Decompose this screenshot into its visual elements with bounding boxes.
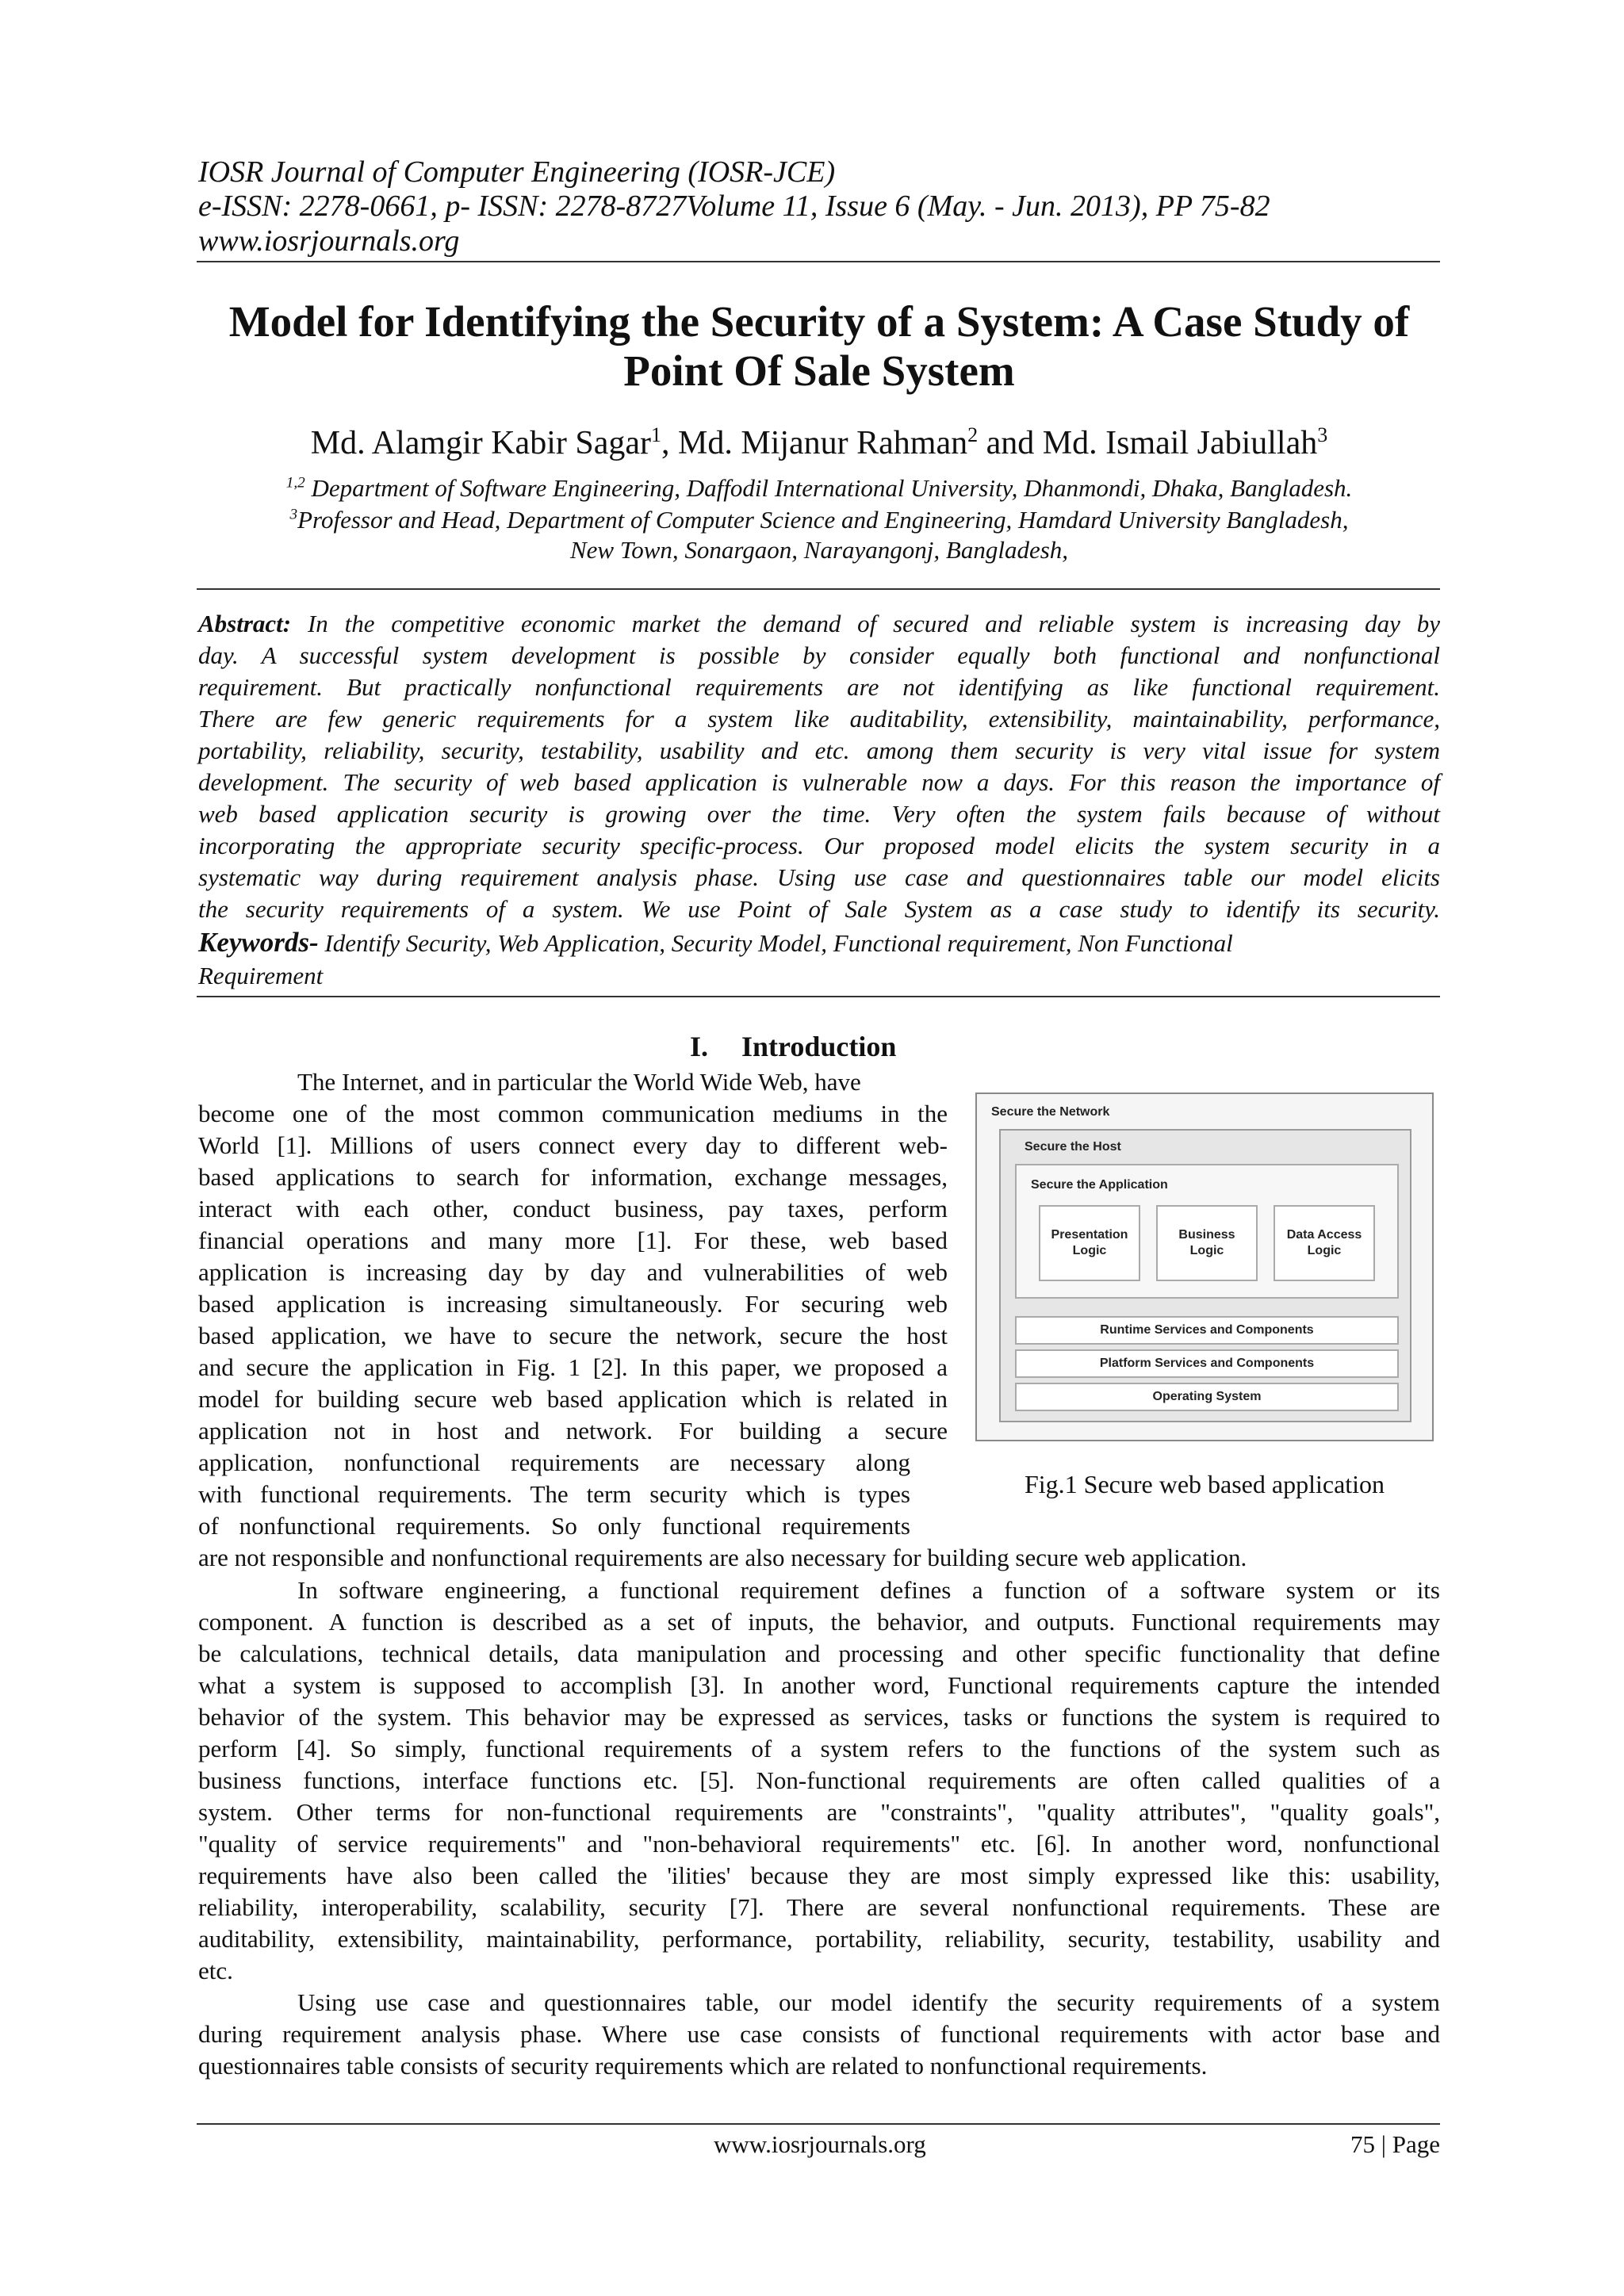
intro-line: interact with each other, conduct business, pay taxes, perform [198, 1195, 948, 1223]
intro-line: application, nonfunctional requirements are necessary along [198, 1448, 910, 1476]
fig-presentation-logic [1039, 1205, 1140, 1281]
para2-line: etc. [198, 1957, 233, 1984]
abstract-label: Abstract: [198, 610, 292, 637]
fig-network-label: Secure the Network [991, 1105, 1110, 1119]
fig-host-label: Secure the Host [1025, 1140, 1121, 1154]
section-number: I. [690, 1031, 709, 1062]
author-1-sup: 1 [650, 423, 661, 446]
para3-line: Using use case and questionnaires table, our model identify the security requirements of a system [297, 1988, 1440, 2016]
intro-line: application not in host and network. For building a secure [198, 1417, 948, 1445]
fig-business-logic [1156, 1205, 1258, 1281]
keywords-text: Identify Security, Web Application, Security Model, Functional requirement, Non Functional [318, 929, 1233, 957]
para2-line: business functions, interface functions etc. [5]. Non-functional requirements are often called qualities of a [198, 1766, 1440, 1794]
intro-line: based applications to search for information, exchange messages, [198, 1163, 948, 1191]
affiliation-1-sup: 1,2 [285, 474, 305, 492]
abstract-line: the security requirements of a system. We use Point of Sale System as a case study to identify its security. [198, 895, 1440, 923]
para2-line: In software engineering, a functional requirement defines a function of a software system or its [297, 1576, 1440, 1604]
issn-line: e-ISSN: 2278-0661, p- ISSN: 2278-8727Volume 11, Issue 6 (May. - Jun. 2013), PP 75-82 [198, 189, 1270, 223]
para2-line: "quality of service requirements" and "non-behavioral requirements" etc. [6]. In another word, nonfunctional [198, 1830, 1440, 1858]
affiliation-1 [198, 474, 1440, 503]
intro-line: based application, we have to secure the network, secure the host [198, 1322, 948, 1349]
abstract-text: In the competitive economic market the demand of secured and reliable system is increasing day by [291, 610, 1440, 637]
affiliation-1-text: Department of Software Engineering, Daffodil International University, Dhanmondi, Dhaka, Bangladesh. [304, 474, 1353, 502]
abstract-line [198, 609, 1440, 639]
intro-line: model for building secure web based application which is related in [198, 1385, 948, 1413]
intro-line: with functional requirements. The term security which is types [198, 1480, 910, 1508]
fig-os-layer: Operating System [1015, 1383, 1399, 1411]
abstract-line: web based application security is growing over the time. Very often the system fails because of without [198, 800, 1440, 828]
abstract-bottom-rule [197, 996, 1440, 997]
fig-data-access-logic [1274, 1205, 1375, 1281]
affiliation-2 [198, 506, 1440, 534]
abstract-line: development. The security of web based application is vulnerable now a days. For this reason the importance of [198, 768, 1440, 796]
abstract-line: portability, reliability, security, testability, usability and etc. among them security is very vital issue for system [198, 737, 1440, 764]
section-heading [690, 1031, 896, 1062]
abstract-line: day. A successful system development is possible by consider equally both functional and nonfunctional [198, 641, 1440, 669]
para2-line: auditability, extensibility, maintainability, performance, portability, reliability, security, testability, usability and [198, 1925, 1440, 1953]
affiliation-2-text: Professor and Head, Department of Computer Science and Engineering, Hamdard University Bangladesh, [297, 506, 1349, 534]
author-list [198, 425, 1440, 461]
intro-line: application is increasing day by day and vulnerabilities of web [198, 1258, 948, 1286]
intro-line: World [1]. Millions of users connect every day to different web- [198, 1131, 948, 1159]
page-number: 75 | Page [1350, 2130, 1440, 2158]
title-line-1: Model for Identifying the Security of a System: A Case Study of [228, 297, 1410, 346]
journal-website[interactable]: www.iosrjournals.org [198, 224, 460, 258]
fig-data-access-l2: Logic [1307, 1244, 1342, 1257]
para2-line: behavior of the system. This behavior may be expressed as services, tasks or functions the system is required to [198, 1703, 1440, 1731]
journal-name: IOSR Journal of Computer Engineering (IOSR-JCE) [198, 155, 836, 189]
para2-line: requirements have also been called the 'ilities' because they are most simply expressed like this: usability, [198, 1862, 1440, 1889]
fig-application-label: Secure the Application [1031, 1178, 1168, 1192]
fig-presentation-l2: Logic [1072, 1244, 1107, 1257]
footer-rule [197, 2123, 1440, 2125]
fig-business-l1: Business [1178, 1228, 1235, 1242]
fig-runtime-layer: Runtime Services and Components [1015, 1316, 1399, 1345]
intro-line: become one of the most common communication mediums in the [198, 1100, 948, 1127]
para2-line: component. A function is described as a set of inputs, the behavior, and outputs. Functional requirements may [198, 1608, 1440, 1636]
para2-line: perform [4]. So simply, functional requirements of a system refers to the functions of the system such as [198, 1735, 1440, 1762]
affiliation-2-sup: 3 [289, 506, 298, 523]
abstract-top-rule [197, 588, 1440, 590]
keywords-label: Keywords- [198, 927, 319, 958]
para2-line: what a system is supposed to accomplish [3]. In another word, Functional requirements capture the intended [198, 1671, 1440, 1699]
para2-line: be calculations, technical details, data manipulation and processing and other specific functionality that define [198, 1640, 1440, 1667]
footer-website[interactable]: www.iosrjournals.org [714, 2130, 926, 2158]
affiliation-3: New Town, Sonargaon, Narayangonj, Bangladesh, [569, 536, 1069, 564]
keywords-line [198, 928, 1440, 959]
para3-line: during requirement analysis phase. Where use case consists of functional requirements with actor base and [198, 2020, 1440, 2048]
intro-line: and secure the application in Fig. 1 [2]. In this paper, we proposed a [198, 1353, 948, 1381]
author-3: and Md. Ismail Jabiullah [978, 425, 1318, 461]
intro-line: based application is increasing simultaneously. For securing web [198, 1290, 948, 1318]
abstract-line: incorporating the appropriate security specific-process. Our proposed model elicits the system security in a [198, 832, 1440, 859]
section-title: Introduction [741, 1031, 897, 1062]
title-line-2: Point Of Sale System [623, 346, 1015, 395]
fig-business-l2: Logic [1189, 1244, 1224, 1257]
abstract-line: There are few generic requirements for a system like auditability, extensibility, maintainability, performance, [198, 705, 1440, 733]
figure-caption: Fig.1 Secure web based application [1024, 1470, 1385, 1498]
para2-line: reliability, interoperability, scalability, security [7]. There are several nonfunctional requirements. These are [198, 1893, 1440, 1921]
fig-presentation-l1: Presentation [1051, 1228, 1128, 1242]
author-3-sup: 3 [1317, 423, 1328, 446]
author-1: Md. Alamgir Kabir Sagar [310, 425, 651, 461]
keywords-line-2: Requirement [198, 962, 324, 989]
header-divider [197, 261, 1440, 262]
para3-line: questionnaires table consists of security requirements which are related to nonfunctional requirements. [198, 2052, 1208, 2080]
intro-line: are not responsible and nonfunctional requirements are also necessary for building secure web application. [198, 1544, 1247, 1571]
abstract-line: requirement. But practically nonfunctional requirements are not identifying as like functional requirement. [198, 673, 1440, 701]
abstract-line: systematic way during requirement analysis phase. Using use case and questionnaires table our model elicits [198, 863, 1440, 891]
author-2: , Md. Mijanur Rahman [661, 425, 968, 461]
fig-data-access-l1: Data Access [1286, 1228, 1362, 1242]
intro-line: financial operations and many more [1]. For these, web based [198, 1226, 948, 1254]
intro-line: of nonfunctional requirements. So only functional requirements [198, 1512, 910, 1540]
para2-line: system. Other terms for non-functional requirements are "constraints", "quality attributes", "quality goals", [198, 1798, 1440, 1826]
author-2-sup: 2 [967, 423, 979, 446]
figure-secure-web-app [975, 1093, 1434, 1441]
intro-line: The Internet, and in particular the World Wide Web, have [297, 1068, 861, 1096]
fig-platform-layer: Platform Services and Components [1015, 1349, 1399, 1378]
